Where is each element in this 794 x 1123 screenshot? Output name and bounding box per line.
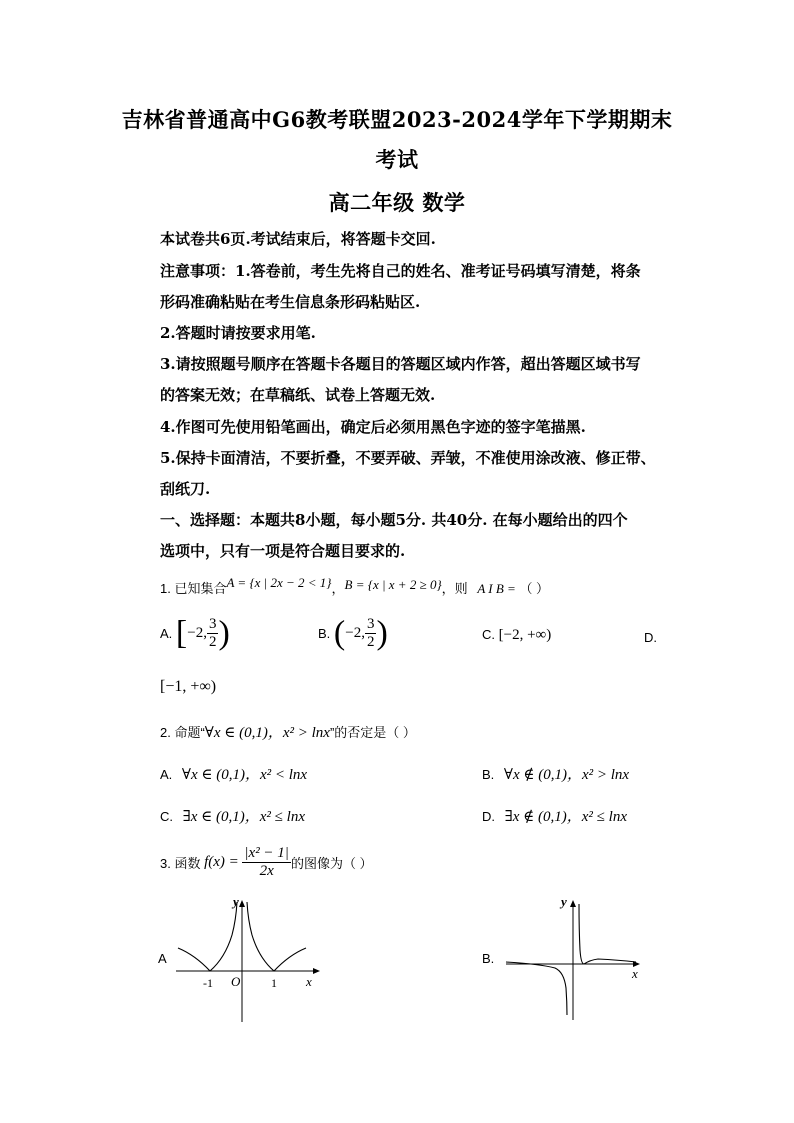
section1-heading-b: 选项中，只有一项是符合题目要求的. [160,542,406,560]
q1-option-d[interactable] [644,630,657,645]
graph-a-x-arrow [313,968,320,974]
exam-title-line2: 考试 [375,147,419,172]
q1-b-left-bracket: ( [333,614,346,652]
q2-c-value: ∃x ∈ (0,1)，x² ≤ lnx [182,809,305,825]
q1-a-right-bracket: ) [218,614,230,652]
q2-b-value: ∀x ∉ (0,1)，x² > lnx [503,767,630,783]
q2-stem-expr: ∀x ∈ (0,1)，x² > lnx [204,725,330,741]
exam-subtitle: 高二年级 数学 [328,190,466,215]
section1-heading-a: 一、选择题：本题共8小题，每小题5分. 共40分. 在每小题给出的四个 [160,511,628,529]
q1-paren: （ ） [519,581,550,596]
q3-graph-a[interactable] [170,890,330,1025]
q1-b-right-bracket: ) [376,614,388,652]
q1-set-a: A = {x | 2x − 2 < 1} [226,575,332,590]
q1-c-value: [−2, +∞) [498,627,552,643]
graph-b-x-label: x [632,966,638,981]
q1-b-num: 3 [366,616,375,632]
question-1-stem [160,575,550,597]
q1-option-b-label: B. [318,626,331,641]
q1-option-c[interactable] [482,627,551,644]
q1-b-value: −2, [345,625,365,641]
q1-a-den: 2 [208,634,217,650]
notice-3a: 3.请按照题号顺序在答题卡各题目的答题区域内作答，超出答题区域书写 [160,355,641,373]
instructions-intro: 本试卷共6页.考试结束后，将答题卡交回. [160,230,436,248]
graph-a-curve-right [247,902,306,971]
question-2-stem [160,721,416,742]
q3-post: 的图像为（ ） [290,856,373,871]
graph-a-y-arrow [239,900,245,907]
notice-5a: 5.保持卡面清洁，不要折叠，不要弄破、弄皱，不准使用涂改液、修正带、 [160,449,656,467]
notice-3b: 的答案无效；在草稿纸、试卷上答题无效. [160,386,436,404]
graph-a-origin-label: O [231,974,241,989]
graph-b-y-arrow [570,900,576,907]
q2-stem-post: ”的否定是（ ） [329,725,416,740]
q1-option-a[interactable] [160,616,230,651]
graph-a-curve-left [178,902,237,971]
q3-num: |x² − 1| [244,845,289,861]
q2-option-c[interactable] [160,805,305,826]
graph-b-y-label: y [561,894,567,909]
q1-mid: ，则 [441,581,468,596]
q1-prefix: 1. 已知集合 [160,581,227,596]
q1-a-value: −2, [187,625,207,641]
q1-a-left-bracket: [ [175,614,188,652]
q2-a-value: ∀x ∈ (0,1)，x² < lnx [181,767,308,783]
notice-1b: 形码准确粘贴在考生信息条形码粘贴区. [160,293,421,311]
q2-option-d-label: D. [482,809,495,824]
q3-option-b-label[interactable]: B. [482,951,495,966]
q1-b-fraction [365,616,377,651]
q1-option-d-label: D. [644,630,657,645]
q2-option-a[interactable] [160,763,307,784]
q1-a-num: 3 [208,616,217,632]
q2-option-b[interactable] [482,763,629,784]
q2-stem-pre: 2. 命题“ [160,725,205,740]
q2-option-d[interactable] [482,805,627,826]
exam-title-line1: 吉林省普通高中G6教考联盟2023-2024学年下学期期末 [121,107,673,132]
q2-option-a-label: A. [160,767,173,782]
q3-den: 2x [259,863,274,879]
q3-fraction [242,845,291,880]
graph-b-curve-right [579,904,636,964]
q1-option-d-value-line [160,678,216,696]
q2-option-b-label: B. [482,767,495,782]
q1-d-value: [−1, +∞) [160,678,217,695]
q2-d-value: ∃x ∉ (0,1)，x² ≤ lnx [504,809,627,825]
graph-a-x-label: x [306,974,312,989]
graph-b-curve-left [506,962,567,1015]
q1-option-c-label: C. [482,627,495,642]
q1-b-den: 2 [366,634,375,650]
q3-prefix: 3. 函数 [160,856,201,871]
q1-option-b[interactable] [318,616,388,651]
q1-option-a-label: A. [160,626,173,641]
graph-a-y-label: y [233,894,239,909]
q2-option-c-label: C. [160,809,173,824]
notice-5b: 刮纸刀. [160,480,211,498]
notice-2: 2.答题时请按要求用笔. [160,324,316,342]
q1-a-fraction [207,616,219,651]
notice-4: 4.作图可先使用铅笔画出，确定后必须用黑色字迹的签字笔描黑. [160,418,586,436]
notice-1a: 注意事项：1.答卷前，考生先将自己的姓名、准考证号码填写清楚，将条 [160,262,641,280]
graph-a-pos1-label: 1 [271,976,277,990]
q3-fx: f(x) = [204,854,239,870]
question-3-stem [160,845,373,880]
graph-a-neg1-label: -1 [203,976,213,990]
q3-graph-b[interactable] [500,890,650,1025]
q1-sep: ， [331,581,345,596]
q3-option-a-label[interactable]: A [158,951,167,966]
q1-set-b: B = {x | x + 2 ≥ 0} [344,577,442,592]
q1-expr: A I B = [477,581,516,596]
